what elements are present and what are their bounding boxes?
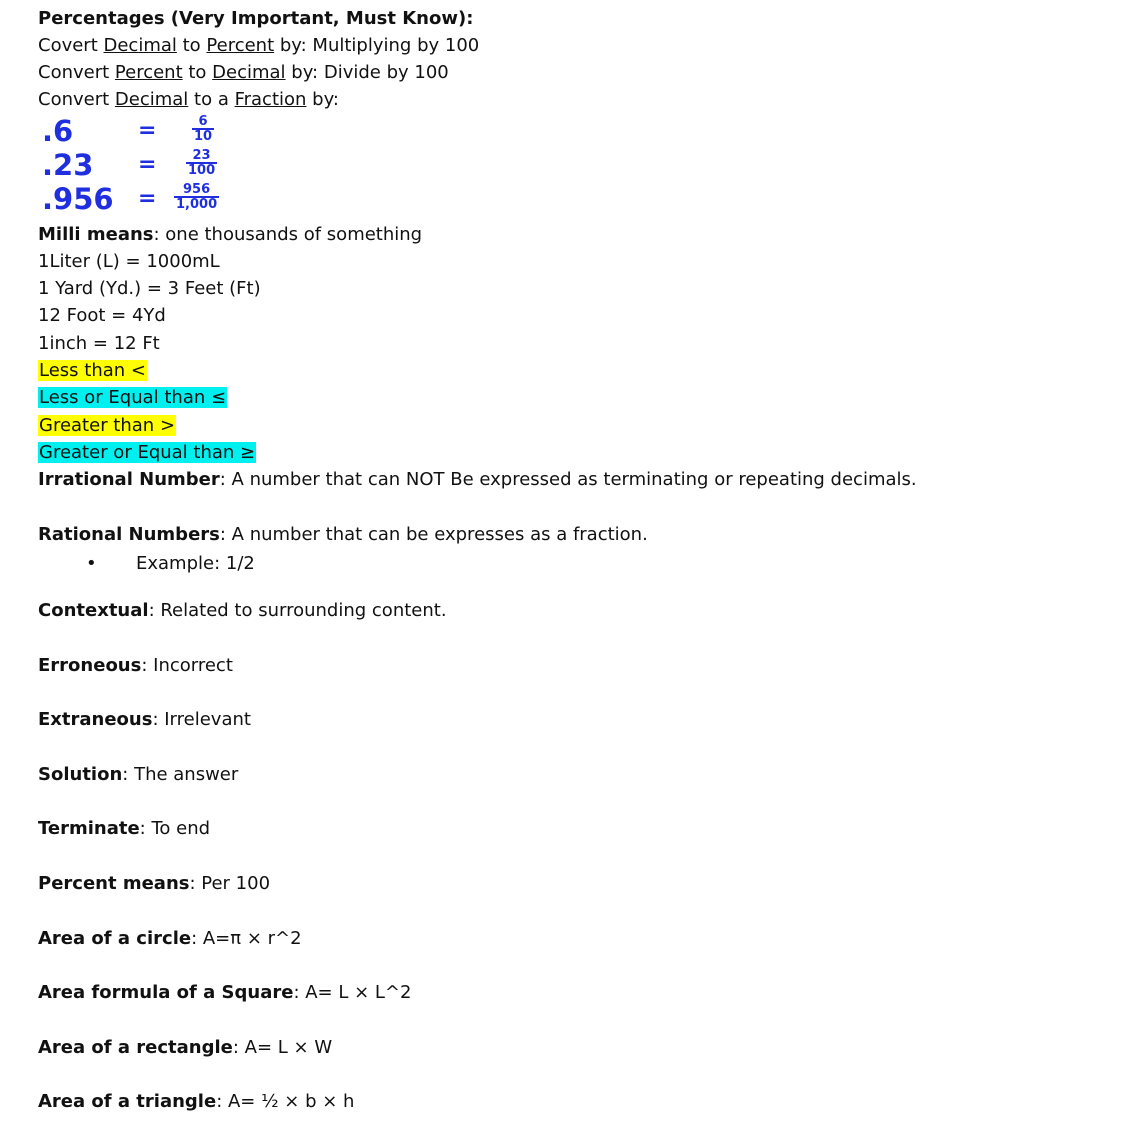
term-area-square: Area formula of a Square: A= L × L^2 <box>38 982 412 1003</box>
term-area-triangle: Area of a triangle: A= ½ × b × h <box>38 1091 355 1112</box>
decimal-value: .6 <box>42 114 74 148</box>
fraction-value: $\frac{23}{100}$ <box>188 148 216 178</box>
conversion-decimal-to-fraction: Convert Decimal to a Fraction by: <box>38 89 339 110</box>
unit-conversion: 1inch = 12 Ft <box>38 333 160 354</box>
term-area-circle: Area of a circle: A=π × r^2 <box>38 928 302 949</box>
decimal-value: .23 <box>42 148 94 182</box>
fraction-value: $\frac{956}{1,000}$ <box>176 182 218 212</box>
unit-conversion: 12 Foot = 4Yd <box>38 305 166 326</box>
milli-definition: Milli means: one thousands of something <box>38 224 423 245</box>
term-extraneous: Extraneous: Irrelevant <box>38 709 251 730</box>
percentages-heading: Percentages (Very Important, Must Know): <box>38 8 474 29</box>
unit-conversion: 1 Yard (Yd.) = 3 Feet (Ft) <box>38 278 261 299</box>
rational-example: Example: 1/2 <box>136 553 255 574</box>
irrational-definition: Irrational Number: A number that can NOT Be expressed as terminating or repeating decimals. <box>38 469 917 490</box>
conversion-percent-to-decimal: Convert Percent to Decimal by: Divide by 100 <box>38 62 449 83</box>
conversion-decimal-to-percent: Covert Decimal to Percent by: Multiplying by 100 <box>38 35 480 56</box>
comparison-less-or-equal: Less or Equal than ≤ <box>39 387 227 408</box>
term-terminate: Terminate: To end <box>38 818 211 839</box>
comparison-greater-or-equal: Greater or Equal than ≥ <box>39 442 256 463</box>
term-area-rectangle: Area of a rectangle: A= L × W <box>38 1037 333 1058</box>
equals-sign: = <box>138 118 157 143</box>
unit-conversion: 1Liter (L) = 1000mL <box>38 251 220 272</box>
equals-sign: = <box>138 152 157 177</box>
term-erroneous: Erroneous: Incorrect <box>38 655 233 676</box>
comparison-greater-than: Greater than > <box>39 415 176 436</box>
term-percent-means: Percent means: Per 100 <box>38 873 271 894</box>
equals-sign: = <box>138 186 157 211</box>
rational-definition: Rational Numbers: A number that can be expresses as a fraction. <box>38 524 648 545</box>
term-solution: Solution: The answer <box>38 764 239 785</box>
comparison-less-than: Less than < <box>39 360 146 381</box>
decimal-value: .956 <box>42 182 114 216</box>
bullet-icon: • <box>86 553 97 574</box>
fraction-value: $\frac{6}{10}$ <box>194 114 213 144</box>
term-contextual: Contextual: Related to surrounding content. <box>38 600 447 621</box>
